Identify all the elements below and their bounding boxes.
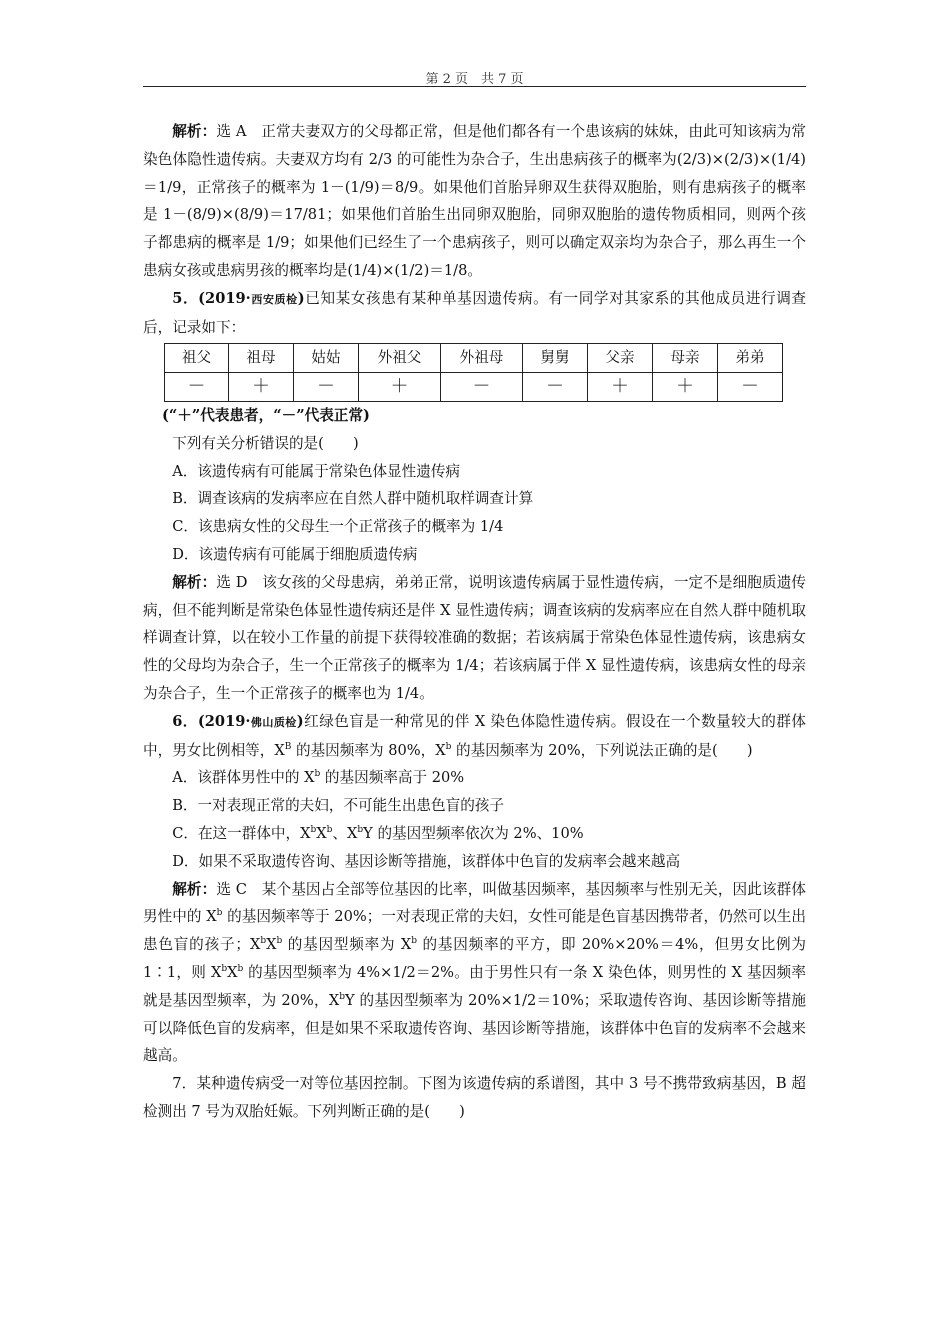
table-value-row [165, 373, 783, 402]
table-cell: － [718, 373, 783, 402]
q6-analysis: 解析：选 C 某个基因占全部等位基因的比率，叫做基因频率，基因频率与性别无关，因此该群体男性中的 $X^b$ 的基因频率等于 20%；一对表现正常的夫妇，女性可能是色盲基因携带者，仍然可以生出患色盲的孩子；$X^bX^b$ 的基因型频率为 $X^b$ 的基因频率的平方，即 20%×20%＝4%，但男女比例为 1∶1，则 $X^bX^b$ 的基因型频率为 4%×1/2＝2%。由于男性只有一条 X 染色体，则男性的 X 基因频率就是基因型频率，为 20%，$X^bY$ 的基因型频率为 20%×1/2＝10%；采取遗传咨询、基因诊断等措施可以降低色盲的发病率，但是如果不采取遗传咨询、基因诊断等措施，该群体中色盲的发病率不会越来越高。 [143, 880, 807, 1065]
analysis-label: 解析： [172, 573, 217, 591]
table-cell: 父亲 [588, 344, 653, 373]
option-b: B．一对表现正常的夫妇，不可能生出患色盲的孩子 [172, 797, 504, 815]
q6-stem: 6．(2019·佛山质检)红绿色盲是一种常见的伴 X 染色体隐性遗传病。假设在一个数量较大的群体中，男女比例相等，$X^B$ 的基因频率为 80%，$X^b$ 的基因频率为 20%，下列说法正确的是( ) [143, 712, 807, 759]
table-note: (“＋”代表患者，“－”代表正常) [161, 406, 370, 424]
analysis-label: 解析： [172, 880, 217, 898]
table-cell: ＋ [359, 373, 441, 402]
q7-stem: 7．某种遗传病受一对等位基因控制。下图为该遗传病的系谱图，其中 3 号不携带致病基因，B 超检测出 7 号为双胎妊娠。下列判断正确的是( ) [143, 1075, 806, 1120]
table-cell: ＋ [588, 373, 653, 402]
option-d: D．如果不采取遗传咨询、基因诊断等措施，该群体中色盲的发病率会越来越高 [172, 852, 681, 870]
option-c: C．该患病女性的父母生一个正常孩子的概率为 1/4 [172, 518, 504, 536]
table-cell: － [441, 373, 523, 402]
table-cell: ＋ [229, 373, 294, 402]
q5-analysis [143, 569, 806, 708]
analysis-choice: 选 C [216, 880, 247, 898]
analysis-choice: 选 A [216, 123, 247, 140]
page-header: 第 2 页 共 7 页 [425, 72, 524, 87]
analysis-text: 正常夫妻双方的父母都正常，但是他们都各有一个患该病的妹妹，由此可知该病为常染色体隐性遗传病。夫妻双方均有 2/3 的可能性为杂合子，生出患病孩子的概率为(2/3)×(2/3)×(1/4)＝1/9，正常孩子的概率为 1－(1/9)＝8/9。如果他们首胎异卵双生获得双胞胎，则有患病孩子的概率是 1－(8/9)×(8/9)＝17/81；如果他们首胎生出同卵双胞胎，同卵双胞胎的遗传物质相同，则两个孩子都患病的概率是 1/9；如果他们已经生了一个患病孩子，则可以确定双亲均为杂合子，那么再生一个患病女孩或患病男孩的概率均是(1/4)×(1/2)＝1/8。 [143, 123, 806, 279]
q4-analysis [143, 118, 806, 285]
analysis-label: 解析： [172, 123, 217, 140]
q5-stem: 5．(2019·西安质检)已知某女孩患有某种单基因遗传病。有一同学对其家系的其他成员进行调查后，记录如下： [143, 289, 807, 336]
table-header-row [165, 344, 783, 373]
table-cell: 母亲 [653, 344, 718, 373]
table-cell: 弟弟 [718, 344, 783, 373]
document-body [143, 118, 806, 1126]
question-text: 已知某女孩患有某种单基因遗传病。有一同学对其家系的其他成员进行调查后，记录如下： [143, 289, 807, 336]
analysis-choice: 选 D [216, 573, 248, 591]
question-number: 5． [172, 289, 199, 307]
table-cell: 姑姑 [294, 344, 359, 373]
question-source: 西安质检 [250, 292, 298, 306]
option-d: D．该遗传病有可能属于细胞质遗传病 [172, 545, 418, 563]
question-source: 佛山质检 [250, 715, 297, 729]
table-cell: 祖母 [229, 344, 294, 373]
table-cell: － [523, 373, 588, 402]
table-cell: 祖父 [165, 344, 229, 373]
option-a: A．该群体男性中的 $X^b$ 的基因频率高于 20% [172, 769, 465, 787]
analysis-text: 该女孩的父母患病，弟弟正常，说明该遗传病属于显性遗传病，一定不是细胞质遗传病，但不能判断是常染色体显性遗传病还是伴 X 显性遗传病；调查该病的发病率应在自然人群中随机取样调查计算，以在较小工作量的前提下获得较准确的数据；若该病属于常染色体显性遗传病，该患病女性的父母均为杂合子，生一个正常孩子的概率为 1/4；若该病属于伴 X 显性遗传病，该患病女性的母亲为杂合子，生一个正常孩子的概率也为 1/4。 [143, 573, 806, 702]
question-prompt: 下列有关分析错误的是( ) [172, 434, 359, 452]
table-cell: 外祖父 [359, 344, 441, 373]
table-cell: － [294, 373, 359, 402]
table-cell: ＋ [653, 373, 718, 402]
table-cell: － [165, 373, 229, 402]
option-b: B．调查该病的发病率应在自然人群中随机取样调查计算 [172, 490, 534, 508]
option-c: C．在这一群体中，$X^bX^b$、$X^bY$ 的基因型频率依次为 2%、10% [172, 824, 584, 842]
option-a: A．该遗传病有可能属于常染色体显性遗传病 [172, 462, 461, 480]
question-number: 6． [172, 712, 198, 730]
family-survey-table [164, 343, 783, 402]
table-cell: 外祖母 [441, 344, 523, 373]
table-cell: 舅舅 [523, 344, 588, 373]
header-divider [143, 86, 806, 87]
